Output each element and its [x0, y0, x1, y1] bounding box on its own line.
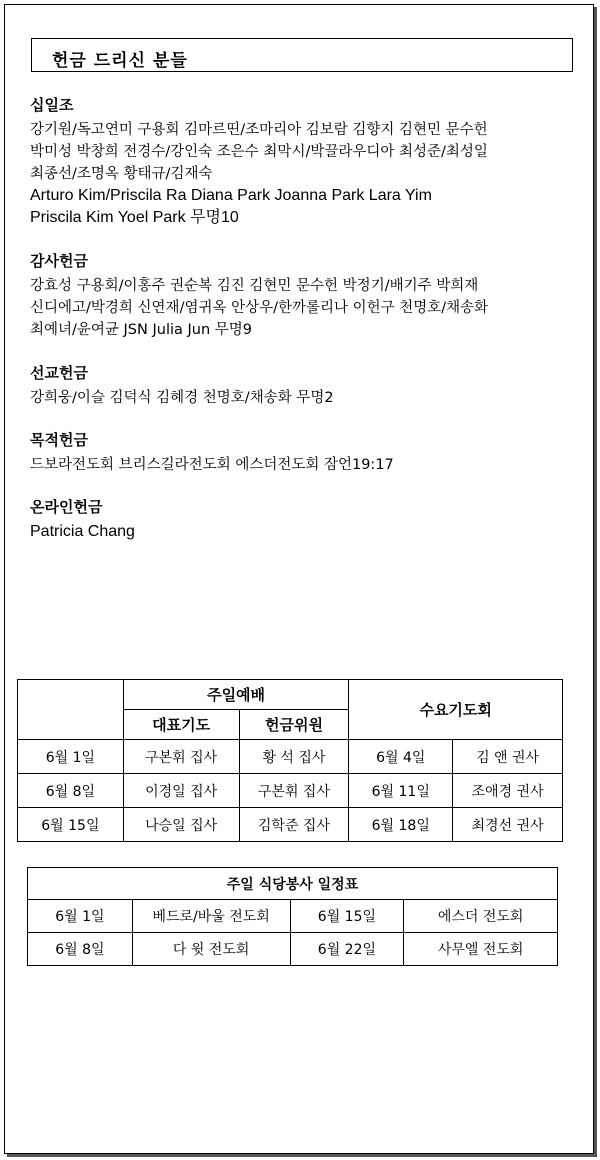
- section-thanks: [30, 251, 580, 341]
- name-line: 강효성 구용회/이홍주 권순복 김진 김현민 문수헌 박정기/배기주 박희재: [30, 278, 479, 294]
- name-line: Priscila Kim Yoel Park 무명10: [30, 209, 239, 226]
- sunday-date: 6월 1일: [18, 740, 124, 774]
- meal-date: 6월 15일: [290, 900, 404, 933]
- meal-group: 베드로/바울 전도회: [132, 900, 290, 933]
- section-heading: 온라인헌금: [30, 498, 103, 516]
- offering-member: 김학준 집사: [239, 808, 349, 842]
- section-heading: 목적헌금: [30, 431, 88, 449]
- meal-date: 6월 1일: [28, 900, 133, 933]
- wednesday-leader: 김 앤 권사: [453, 740, 563, 774]
- rep-prayer-header: 대표기도: [123, 710, 239, 740]
- offering-member: 황 석 집사: [239, 740, 349, 774]
- table-row: [28, 933, 558, 966]
- name-line: 강희웅/이슬 김덕식 김혜경 천명호/채송화 무명2: [30, 390, 334, 406]
- section-heading: 선교헌금: [30, 364, 88, 382]
- name-line: 최종선/조명옥 황태규/김재숙: [30, 166, 213, 182]
- wednesday-date: 6월 11일: [349, 774, 453, 808]
- name-line: 최예녀/윤여균 JSN Julia Jun 무명9: [30, 322, 252, 338]
- empty-header-cell: [18, 680, 124, 740]
- meal-group: 에스더 전도회: [404, 900, 558, 933]
- meal-date: 6월 8일: [28, 933, 133, 966]
- page-title: 헌금 드리신 분들: [52, 51, 188, 71]
- name-line: Patricia Chang: [30, 523, 135, 540]
- wednesday-date: 6월 18일: [349, 808, 453, 842]
- rep-prayer: 구본휘 집사: [123, 740, 239, 774]
- table-row: [18, 740, 563, 774]
- title-box: [31, 38, 573, 72]
- sunday-date: 6월 8일: [18, 774, 124, 808]
- name-line: Arturo Kim/Priscila Ra Diana Park Joanna Park Lara Yim: [30, 187, 432, 204]
- section-heading: 십일조: [30, 96, 74, 114]
- table-row: [18, 808, 563, 842]
- rep-prayer: 나승일 집사: [123, 808, 239, 842]
- table-row: [18, 774, 563, 808]
- name-line: 신디에고/박경희 신연재/염귀옥 안상우/한까롤리나 이헌구 천명호/채송화: [30, 300, 489, 316]
- section-mission: [30, 363, 580, 409]
- name-line: 박미성 박창희 전경수/강인숙 조은수 최막시/박끌라우디아 최성준/최성일: [30, 144, 488, 160]
- meal-date: 6월 22일: [290, 933, 404, 966]
- name-line: 강기원/독고연미 구용회 김마르띤/조마리아 김보람 김향지 김현민 문수헌: [30, 122, 488, 138]
- meal-table-title: 주일 식당봉사 일정표: [28, 868, 558, 900]
- section-heading: 감사헌금: [30, 252, 88, 270]
- wednesday-prayer-header: 수요기도회: [349, 680, 563, 740]
- offering-member: 구본휘 집사: [239, 774, 349, 808]
- section-purpose: [30, 430, 580, 476]
- section-tithe: [30, 95, 580, 229]
- sunday-worship-header: 주일예배: [123, 680, 349, 710]
- meal-service-table: [27, 867, 558, 966]
- worship-schedule-table: [17, 679, 563, 842]
- offering-committee-header: 헌금위원: [239, 710, 349, 740]
- rep-prayer: 이경일 집사: [123, 774, 239, 808]
- meal-group: 다 윗 전도회: [132, 933, 290, 966]
- meal-group: 사무엘 전도회: [404, 933, 558, 966]
- bulletin-page: [4, 4, 594, 1154]
- name-line: 드보라전도회 브리스길라전도회 에스더전도회 잠언19:17: [30, 457, 394, 473]
- section-online: [30, 497, 580, 543]
- wednesday-date: 6월 4일: [349, 740, 453, 774]
- table-row: [28, 900, 558, 933]
- wednesday-leader: 조애경 권사: [453, 774, 563, 808]
- sunday-date: 6월 15일: [18, 808, 124, 842]
- wednesday-leader: 최경선 권사: [453, 808, 563, 842]
